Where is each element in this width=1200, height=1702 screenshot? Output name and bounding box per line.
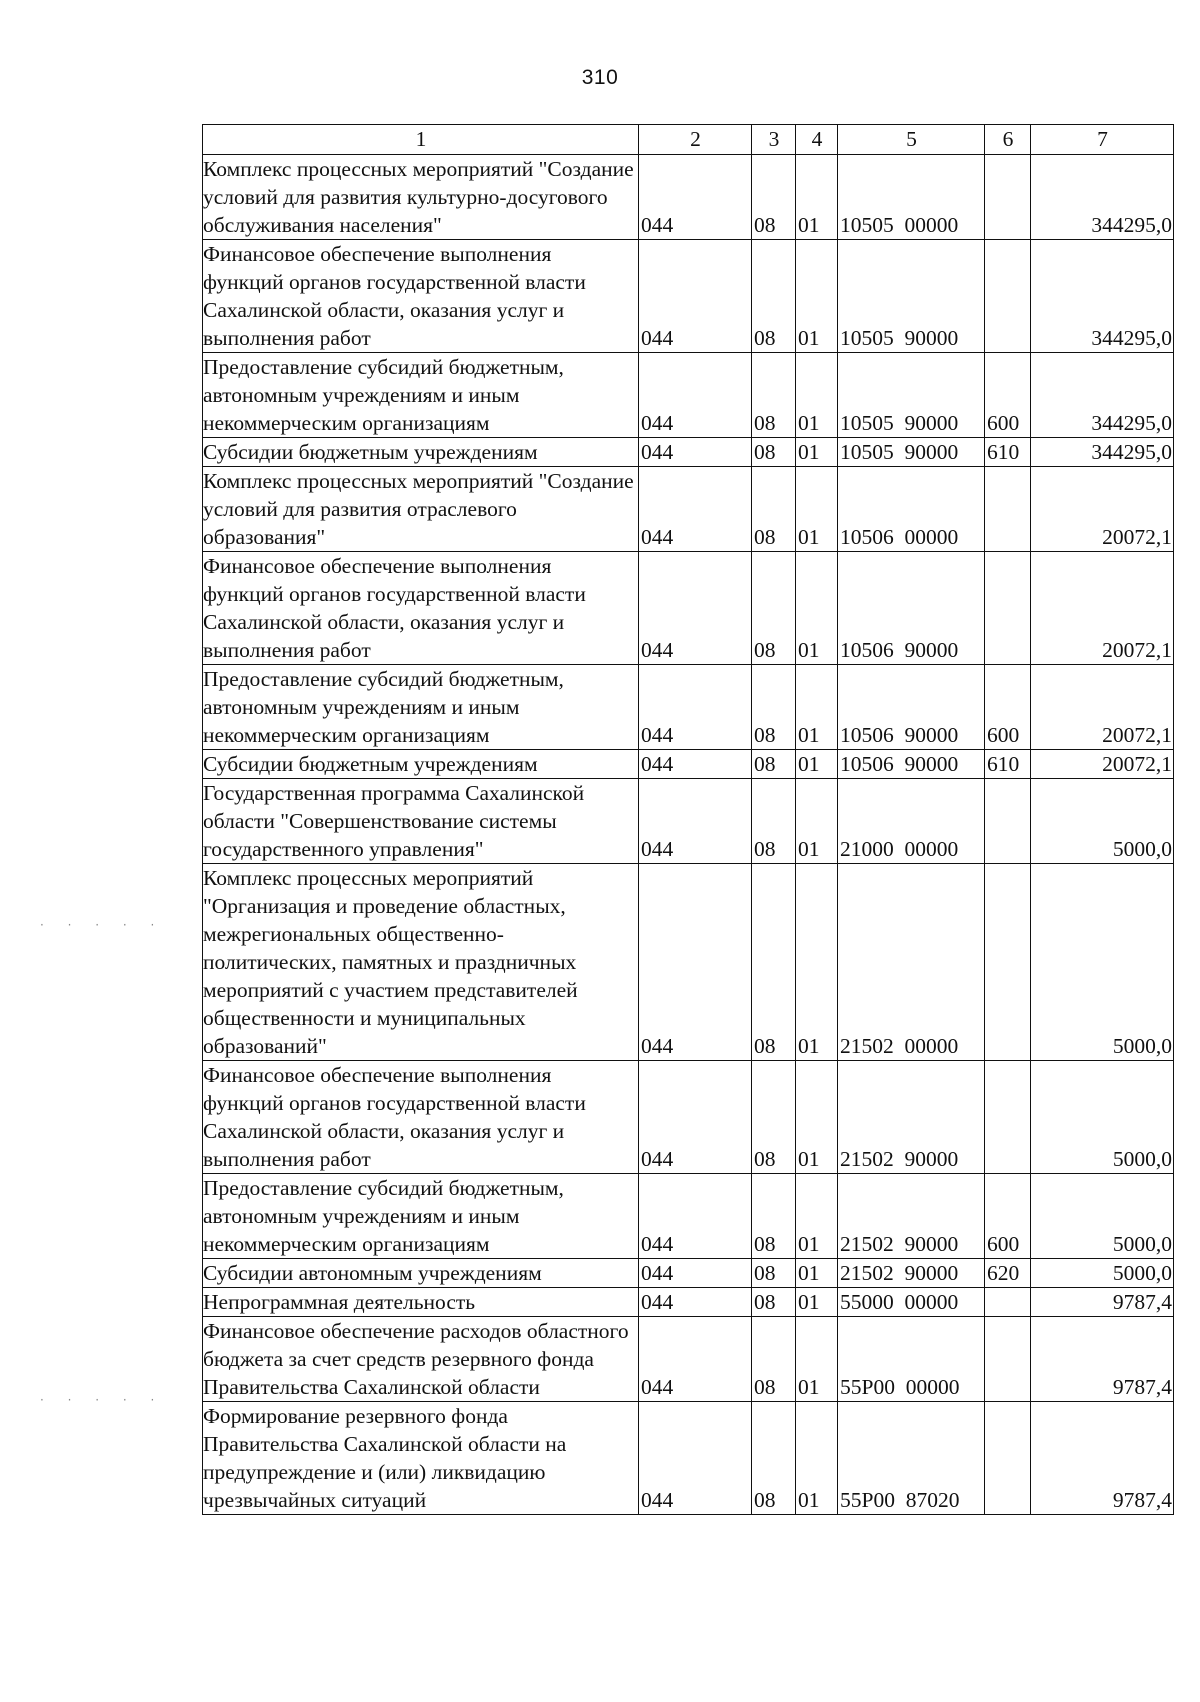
row-ministry-code-cell: 044 bbox=[639, 240, 752, 353]
header-cell-4: 4 bbox=[796, 125, 838, 155]
table-body bbox=[203, 155, 1174, 1515]
row-name-cell: Предоставление субсидий бюджетным, автономным учреждениям и иным некоммерческим организациям bbox=[203, 665, 639, 750]
table-row bbox=[203, 353, 1174, 438]
table-row bbox=[203, 240, 1174, 353]
row-expense-type-cell bbox=[985, 1288, 1031, 1317]
table-row bbox=[203, 1317, 1174, 1402]
row-section-cell: 08 bbox=[752, 864, 796, 1061]
row-subsection-cell: 01 bbox=[796, 1174, 838, 1259]
row-subsection-cell: 01 bbox=[796, 1402, 838, 1515]
row-amount-cell: 344295,0 bbox=[1031, 438, 1174, 467]
table-row bbox=[203, 467, 1174, 552]
row-target-article-cell: 10505 90000 bbox=[838, 353, 985, 438]
row-expense-type-cell bbox=[985, 467, 1031, 552]
table-row bbox=[203, 1402, 1174, 1515]
row-target-article-cell: 10506 90000 bbox=[838, 552, 985, 665]
table-row bbox=[203, 864, 1174, 1061]
row-amount-cell: 344295,0 bbox=[1031, 240, 1174, 353]
header-cell-6: 6 bbox=[985, 125, 1031, 155]
table-row bbox=[203, 155, 1174, 240]
row-expense-type-cell: 610 bbox=[985, 438, 1031, 467]
row-subsection-cell: 01 bbox=[796, 240, 838, 353]
row-amount-cell: 5000,0 bbox=[1031, 1061, 1174, 1174]
row-ministry-code-cell: 044 bbox=[639, 1259, 752, 1288]
row-section-cell: 08 bbox=[752, 155, 796, 240]
row-subsection-cell: 01 bbox=[796, 552, 838, 665]
row-section-cell: 08 bbox=[752, 467, 796, 552]
row-amount-cell: 9787,4 bbox=[1031, 1288, 1174, 1317]
row-name-cell: Финансовое обеспечение расходов областного бюджета за счет средств резервного фонда Правительства Сахалинской области bbox=[203, 1317, 639, 1402]
row-section-cell: 08 bbox=[752, 779, 796, 864]
row-name-cell: Финансовое обеспечение выполнения функций органов государственной власти Сахалинской области, оказания услуг и выполнения работ bbox=[203, 552, 639, 665]
row-subsection-cell: 01 bbox=[796, 353, 838, 438]
row-name-cell: Субсидии бюджетным учреждениям bbox=[203, 750, 639, 779]
row-ministry-code-cell: 044 bbox=[639, 779, 752, 864]
table-row bbox=[203, 779, 1174, 864]
row-target-article-cell: 21502 90000 bbox=[838, 1174, 985, 1259]
row-section-cell: 08 bbox=[752, 1259, 796, 1288]
row-ministry-code-cell: 044 bbox=[639, 864, 752, 1061]
row-ministry-code-cell: 044 bbox=[639, 665, 752, 750]
table-row bbox=[203, 750, 1174, 779]
row-section-cell: 08 bbox=[752, 353, 796, 438]
row-name-cell: Финансовое обеспечение выполнения функций органов государственной власти Сахалинской области, оказания услуг и выполнения работ bbox=[203, 1061, 639, 1174]
row-subsection-cell: 01 bbox=[796, 750, 838, 779]
row-section-cell: 08 bbox=[752, 1061, 796, 1174]
table-row bbox=[203, 1259, 1174, 1288]
row-expense-type-cell: 600 bbox=[985, 1174, 1031, 1259]
row-amount-cell: 5000,0 bbox=[1031, 1259, 1174, 1288]
row-ministry-code-cell: 044 bbox=[639, 1317, 752, 1402]
row-target-article-cell: 10505 00000 bbox=[838, 155, 985, 240]
row-name-cell: Непрограммная деятельность bbox=[203, 1288, 639, 1317]
page-number: 310 bbox=[581, 66, 619, 89]
row-expense-type-cell: 600 bbox=[985, 353, 1031, 438]
row-section-cell: 08 bbox=[752, 750, 796, 779]
row-ministry-code-cell: 044 bbox=[639, 467, 752, 552]
row-target-article-cell: 55Р00 00000 bbox=[838, 1317, 985, 1402]
row-section-cell: 08 bbox=[752, 240, 796, 353]
row-subsection-cell: 01 bbox=[796, 864, 838, 1061]
row-amount-cell: 344295,0 bbox=[1031, 353, 1174, 438]
row-name-cell: Финансовое обеспечение выполнения функций органов государственной власти Сахалинской области, оказания услуг и выполнения работ bbox=[203, 240, 639, 353]
row-subsection-cell: 01 bbox=[796, 1288, 838, 1317]
row-amount-cell: 20072,1 bbox=[1031, 552, 1174, 665]
row-amount-cell: 344295,0 bbox=[1031, 155, 1174, 240]
row-subsection-cell: 01 bbox=[796, 1259, 838, 1288]
table-row bbox=[203, 665, 1174, 750]
row-expense-type-cell: 600 bbox=[985, 665, 1031, 750]
row-name-cell: Субсидии бюджетным учреждениям bbox=[203, 438, 639, 467]
row-name-cell: Предоставление субсидий бюджетным, автономным учреждениям и иным некоммерческим организациям bbox=[203, 353, 639, 438]
row-target-article-cell: 21502 90000 bbox=[838, 1061, 985, 1174]
row-target-article-cell: 55000 00000 bbox=[838, 1288, 985, 1317]
row-amount-cell: 20072,1 bbox=[1031, 467, 1174, 552]
row-expense-type-cell bbox=[985, 1402, 1031, 1515]
row-expense-type-cell bbox=[985, 552, 1031, 665]
row-section-cell: 08 bbox=[752, 438, 796, 467]
row-name-cell: Предоставление субсидий бюджетным, автономным учреждениям и иным некоммерческим организациям bbox=[203, 1174, 639, 1259]
row-ministry-code-cell: 044 bbox=[639, 1402, 752, 1515]
row-amount-cell: 9787,4 bbox=[1031, 1317, 1174, 1402]
row-ministry-code-cell: 044 bbox=[639, 155, 752, 240]
row-ministry-code-cell: 044 bbox=[639, 552, 752, 665]
row-section-cell: 08 bbox=[752, 665, 796, 750]
table-row bbox=[203, 438, 1174, 467]
row-name-cell: Государственная программа Сахалинской области "Совершенствование системы государственного управления" bbox=[203, 779, 639, 864]
row-amount-cell: 20072,1 bbox=[1031, 750, 1174, 779]
header-cell-1: 1 bbox=[203, 125, 639, 155]
row-ministry-code-cell: 044 bbox=[639, 1288, 752, 1317]
row-expense-type-cell bbox=[985, 155, 1031, 240]
row-subsection-cell: 01 bbox=[796, 467, 838, 552]
row-expense-type-cell bbox=[985, 1317, 1031, 1402]
row-ministry-code-cell: 044 bbox=[639, 1061, 752, 1174]
row-name-cell: Формирование резервного фонда Правительства Сахалинской области на предупреждение и (или) ликвидацию чрезвычайных ситуаций bbox=[203, 1402, 639, 1515]
row-target-article-cell: 10506 00000 bbox=[838, 467, 985, 552]
row-target-article-cell: 10506 90000 bbox=[838, 665, 985, 750]
row-expense-type-cell bbox=[985, 240, 1031, 353]
row-target-article-cell: 10505 90000 bbox=[838, 438, 985, 467]
row-section-cell: 08 bbox=[752, 552, 796, 665]
scan-artifact: · · · · · bbox=[40, 1393, 165, 1407]
row-target-article-cell: 21502 90000 bbox=[838, 1259, 985, 1288]
row-target-article-cell: 10505 90000 bbox=[838, 240, 985, 353]
row-target-article-cell: 21000 00000 bbox=[838, 779, 985, 864]
row-amount-cell: 5000,0 bbox=[1031, 864, 1174, 1061]
row-target-article-cell: 21502 00000 bbox=[838, 864, 985, 1061]
header-cell-3: 3 bbox=[752, 125, 796, 155]
scan-artifact: · · · · · bbox=[40, 918, 165, 932]
budget-table bbox=[202, 124, 1174, 1515]
row-ministry-code-cell: 044 bbox=[639, 1174, 752, 1259]
row-name-cell: Комплекс процессных мероприятий "Создание условий для развития отраслевого образования" bbox=[203, 467, 639, 552]
table-header-row bbox=[203, 125, 1174, 155]
row-subsection-cell: 01 bbox=[796, 438, 838, 467]
row-target-article-cell: 10506 90000 bbox=[838, 750, 985, 779]
row-section-cell: 08 bbox=[752, 1317, 796, 1402]
row-subsection-cell: 01 bbox=[796, 665, 838, 750]
row-subsection-cell: 01 bbox=[796, 1317, 838, 1402]
table-row bbox=[203, 1061, 1174, 1174]
row-ministry-code-cell: 044 bbox=[639, 750, 752, 779]
row-amount-cell: 9787,4 bbox=[1031, 1402, 1174, 1515]
row-amount-cell: 20072,1 bbox=[1031, 665, 1174, 750]
row-section-cell: 08 bbox=[752, 1174, 796, 1259]
row-name-cell: Субсидии автономным учреждениям bbox=[203, 1259, 639, 1288]
row-expense-type-cell bbox=[985, 779, 1031, 864]
row-expense-type-cell bbox=[985, 1061, 1031, 1174]
header-cell-2: 2 bbox=[639, 125, 752, 155]
row-target-article-cell: 55Р00 87020 bbox=[838, 1402, 985, 1515]
row-expense-type-cell: 610 bbox=[985, 750, 1031, 779]
table-row bbox=[203, 1288, 1174, 1317]
row-name-cell: Комплекс процессных мероприятий "Организация и проведение областных, межрегиональных общественно-политических, памятных и праздничных мероприятий с участием представителей общественности и муниципальных образований" bbox=[203, 864, 639, 1061]
row-name-cell: Комплекс процессных мероприятий "Создание условий для развития культурно-досугового обслуживания населения" bbox=[203, 155, 639, 240]
row-subsection-cell: 01 bbox=[796, 1061, 838, 1174]
row-section-cell: 08 bbox=[752, 1288, 796, 1317]
header-cell-7: 7 bbox=[1031, 125, 1174, 155]
row-ministry-code-cell: 044 bbox=[639, 353, 752, 438]
row-section-cell: 08 bbox=[752, 1402, 796, 1515]
table-row bbox=[203, 552, 1174, 665]
row-ministry-code-cell: 044 bbox=[639, 438, 752, 467]
row-subsection-cell: 01 bbox=[796, 779, 838, 864]
row-amount-cell: 5000,0 bbox=[1031, 779, 1174, 864]
row-amount-cell: 5000,0 bbox=[1031, 1174, 1174, 1259]
row-expense-type-cell bbox=[985, 864, 1031, 1061]
table-row bbox=[203, 1174, 1174, 1259]
row-subsection-cell: 01 bbox=[796, 155, 838, 240]
header-cell-5: 5 bbox=[838, 125, 985, 155]
row-expense-type-cell: 620 bbox=[985, 1259, 1031, 1288]
